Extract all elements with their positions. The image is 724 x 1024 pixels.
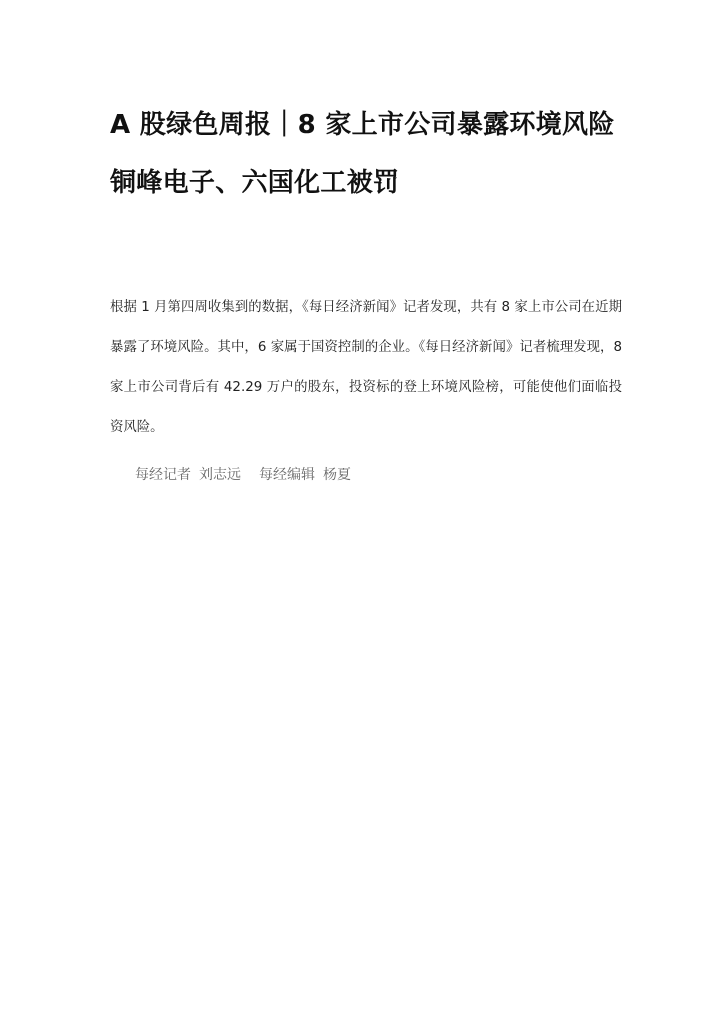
byline — [135, 462, 615, 488]
editor-name: 杨夏 — [323, 467, 351, 483]
reporter-role: 每经记者 — [135, 467, 191, 483]
reporter-name: 刘志远 — [199, 467, 241, 483]
article-lead-paragraph: 根据 1 月第四周收集到的数据，《每日经济新闻》记者发现，共有 8 家上市公司在近期暴露了环境风险。其中，6 家属于国资控制的企业。《每日经济新闻》记者梳理发现，8 家上市公司背后有 42.29 万户的股东，投资标的登上环境风险榜，可能使他们面临投资风险。 — [110, 300, 622, 435]
article-title: A 股绿色周报｜8 家上市公司暴露环境风险 铜峰电子、六国化工被罚 — [110, 110, 615, 198]
editor-role: 每经编辑 — [259, 467, 315, 483]
